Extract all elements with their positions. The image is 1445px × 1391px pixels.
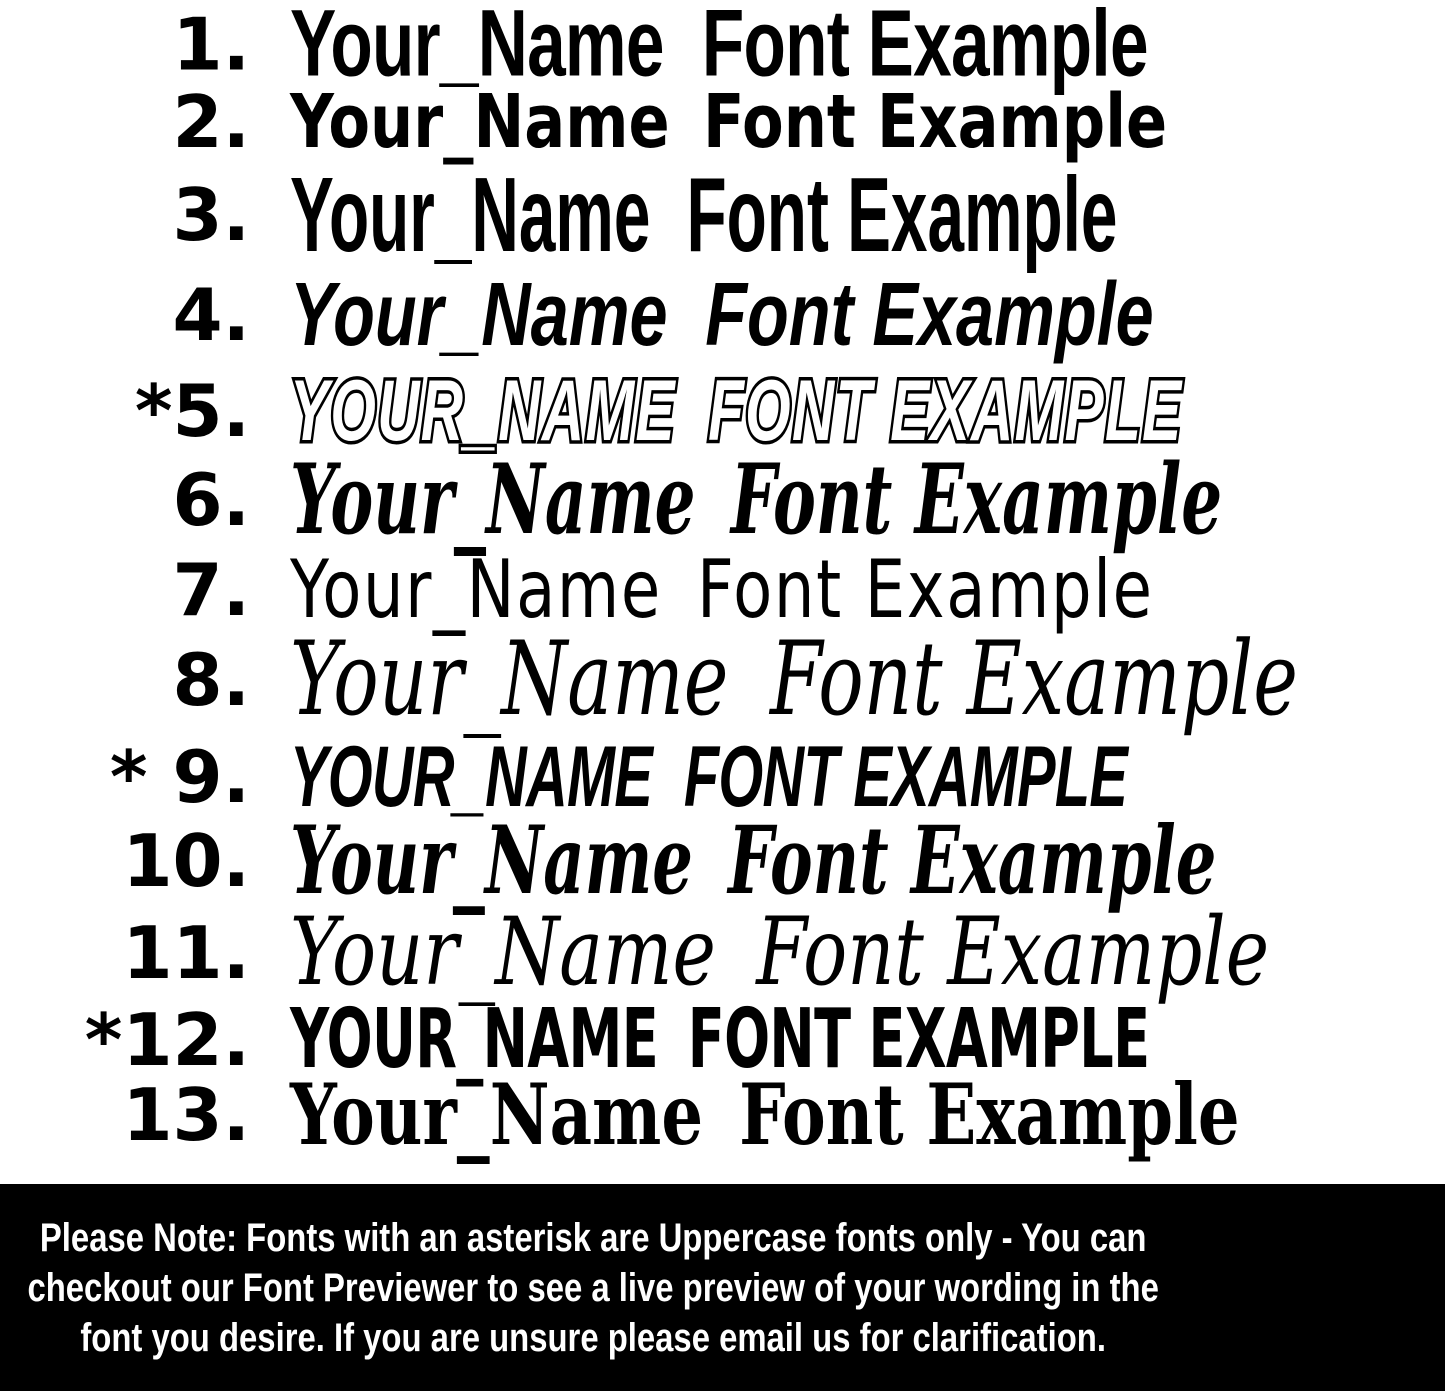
font-number-label: 8. <box>172 638 250 722</box>
font-sample <box>290 806 1217 916</box>
font-row <box>0 898 1445 1007</box>
name-text: YOUR_NAME <box>290 992 659 1087</box>
sample-text: Font Example <box>756 898 1270 1007</box>
font-sample <box>290 79 1168 165</box>
font-number-label: 13. <box>122 1073 250 1157</box>
name-text: Your_Name <box>290 156 651 274</box>
font-number-label: 2. <box>172 80 250 164</box>
name-text: Your_Name <box>290 543 662 636</box>
name-text: Your_Name <box>290 898 716 1007</box>
name-text: Your_Name <box>290 79 670 165</box>
sample-text: Font Example <box>739 1065 1240 1164</box>
font-sample <box>290 363 1183 459</box>
font-number-label: *12. <box>84 998 250 1082</box>
font-sample <box>290 156 1118 274</box>
font-number-label: 4. <box>172 273 250 357</box>
font-row <box>0 443 1445 556</box>
font-number-label: 1. <box>172 2 250 86</box>
sample-text: Font Example <box>686 156 1118 274</box>
font-number-label: 6. <box>172 458 250 542</box>
sample-text: Font Example <box>730 443 1223 556</box>
font-sample <box>290 265 1154 365</box>
font-row <box>0 806 1445 916</box>
sample-text: Font Example <box>769 620 1298 739</box>
font-number-label: * 9. <box>109 735 250 819</box>
sample-text: Font Example <box>705 265 1154 365</box>
name-text: YOUR_NAME <box>290 729 653 825</box>
sample-text: Font Example <box>701 0 1148 97</box>
font-row <box>0 363 1445 459</box>
font-sample <box>290 0 1148 97</box>
font-number-label: 7. <box>172 548 250 632</box>
sample-text: Font Example <box>703 79 1168 165</box>
font-row <box>0 79 1445 165</box>
name-text: Your_Name <box>290 443 696 556</box>
font-sample <box>290 898 1270 1007</box>
name-text: YOUR_NAME <box>290 363 676 459</box>
sample-text: FONT EXAMPLE <box>687 992 1150 1087</box>
font-row <box>0 0 1445 97</box>
sample-text: Font Example <box>697 543 1154 636</box>
sample-text: FONT EXAMPLE <box>683 729 1128 825</box>
font-row <box>0 729 1445 825</box>
font-number-label: 11. <box>122 911 250 995</box>
name-text: Your_Name <box>290 620 729 739</box>
name-text: Your_Name <box>290 265 668 365</box>
notice-text: Please Note: Fonts with an asterisk are Uppercase fonts only - You can checkout our Font Previewer to see a live preview of your wording in the font you desire. If you are unsure please email us for clarification. <box>27 1215 1159 1360</box>
font-sample <box>290 443 1223 556</box>
font-row <box>0 156 1445 274</box>
font-sample <box>290 620 1298 739</box>
sample-text: Font Example <box>728 806 1217 916</box>
name-text: Your_Name <box>290 1065 704 1164</box>
font-number-label: *5. <box>134 369 250 453</box>
font-sample <box>290 1065 1240 1164</box>
name-text: Your_Name <box>290 806 693 916</box>
notice-banner <box>0 1184 1445 1391</box>
sample-text: FONT EXAMPLE <box>708 363 1183 459</box>
font-row <box>0 265 1445 365</box>
font-row <box>0 1065 1445 1164</box>
font-number-label: 10. <box>122 819 250 903</box>
name-text: Your_Name <box>290 0 664 97</box>
font-number-label: 3. <box>172 173 250 257</box>
font-row <box>0 620 1445 739</box>
font-row <box>0 543 1445 636</box>
font-sample <box>290 543 1154 636</box>
